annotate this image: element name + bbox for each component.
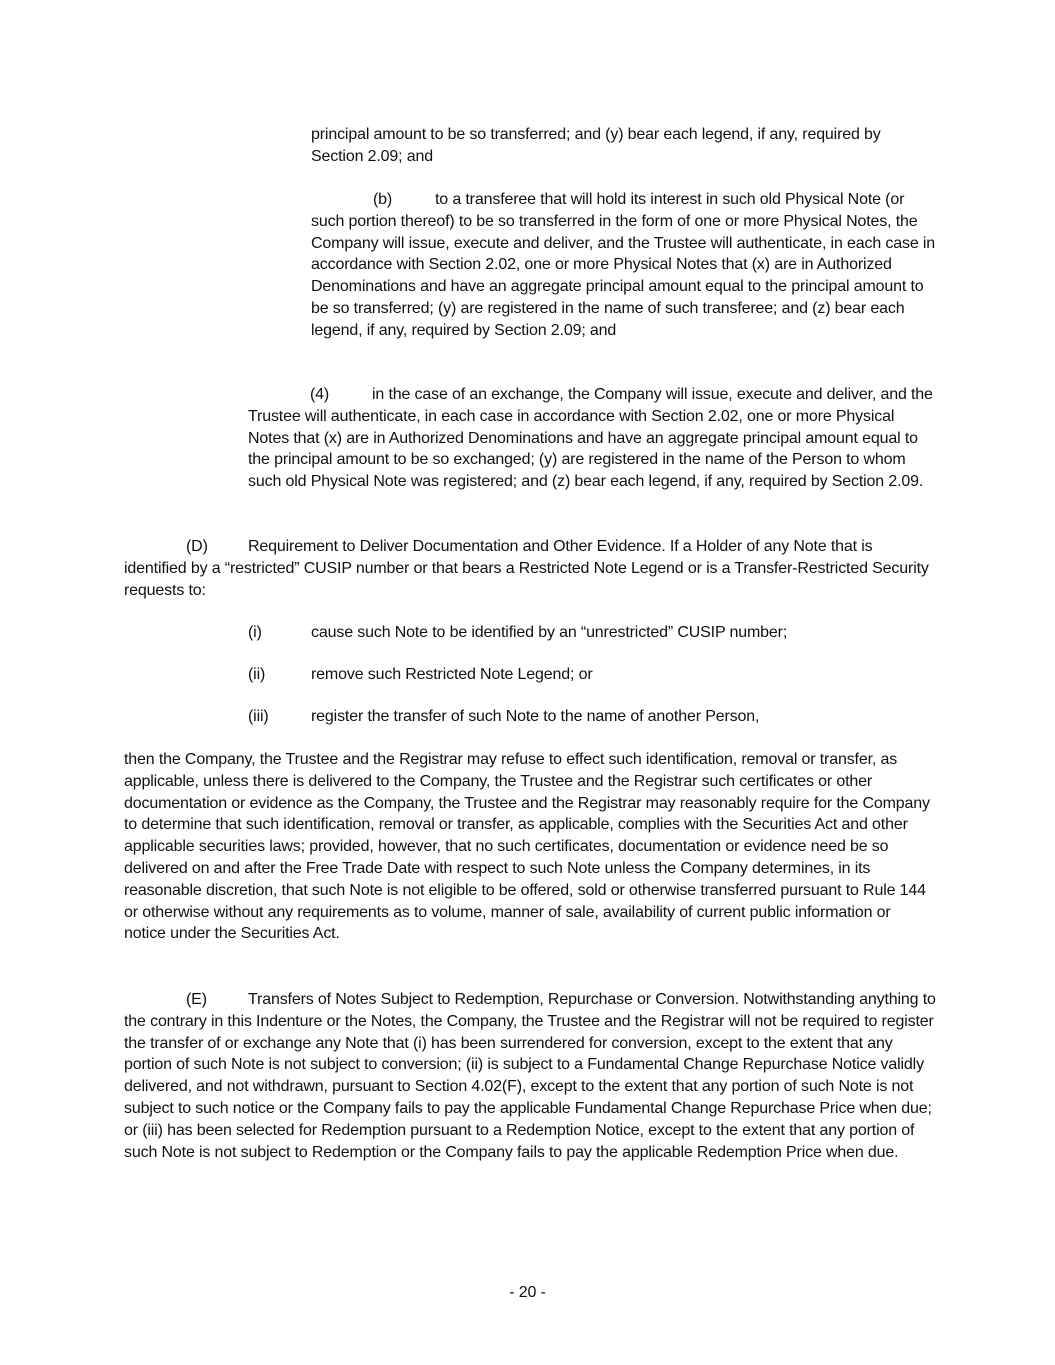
page-number: - 20 -	[509, 1284, 546, 1301]
paragraph-then: then the Company, the Trustee and the Registrar may refuse to effect such identification, removal or transfer, as applicable, unless there is delivered to the Company, the Trustee and the Registrar such certificates or other documentation or evidence as the Company, the Trustee and the Registrar may reasonably require for the Company to determine that such identification, removal or transfer, as applicable, complies with the Securities Act and other applicable securities laws; provided, however, that no such certificates, documentation or evidence need be so delivered on and after the Free Trade Date with respect to such Note unless the Company determines, in its reasonable discretion, that such Note is not eligible to be offered, sold or otherwise transferred pursuant to Rule 144 or otherwise without any requirements as to volume, manner of sale, availability of current public information or notice under the Securities Act.	[124, 751, 930, 943]
paragraph-4-text: in the case of an exchange, the Company will issue, execute and deliver, and the Trustee will authenticate, in each case in accordance with Section 2.02, one or more Physical Notes that (x) are in Authorized Denominations and have an aggregate principal amount equal to the principal amount to be so exchanged; (y) are registered in the name of the Person to whom such old Physical Note was registered; and (z) bear each legend, if any, required by Section 2.09.	[248, 386, 933, 491]
paragraph-e-label: (E)	[186, 991, 207, 1008]
paragraph-d-label: (D)	[186, 538, 208, 555]
paragraph-continuation: principal amount to be so transferred; and (y) bear each legend, if any, required by Section 2.09; and	[311, 126, 881, 165]
list-item-number: (ii)	[248, 666, 266, 683]
list-item-text: register the transfer of such Note to the name of another Person,	[311, 708, 760, 725]
paragraph-4	[248, 384, 936, 493]
list-item-number: (i)	[248, 624, 262, 641]
paragraph-d-text: Requirement to Deliver Documentation and Other Evidence. If a Holder of any Note that is identified by a “restricted” CUSIP number or that bears a Restricted Note Legend or is a Transfer-Restricted Security requests to:	[124, 538, 929, 599]
list-item-text: cause such Note to be identified by an “unrestricted” CUSIP number;	[311, 624, 788, 641]
paragraph-b-label: (b)	[373, 191, 393, 208]
paragraph-e-text: Transfers of Notes Subject to Redemption, Repurchase or Conversion. Notwithstanding anything to the contrary in this Indenture or the Notes, the Company, the Trustee and the Registrar will not be required to register the transfer of or exchange any Note that (i) has been surrendered for conversion, except to the extent that any portion of such Note is not subject to conversion; (ii) is subject to a Fundamental Change Repurchase Notice validly delivered, and not withdrawn, pursuant to Section 4.02(F), except to the extent that any portion of such Note is not subject to such notice or the Company fails to pay the applicable Fundamental Change Repurchase Price when due; or (iii) has been selected for Redemption pursuant to a Redemption Notice, except to the extent that any portion of such Note is not subject to Redemption or the Company fails to pay the applicable Redemption Price when due.	[124, 991, 936, 1161]
list-item-text: remove such Restricted Note Legend; or	[311, 666, 593, 683]
paragraph-b-text: to a transferee that will hold its interest in such old Physical Note (or such portion thereof) to be so transferred in the form of one or more Physical Notes, the Company will issue, execute and deliver, and the Trustee will authenticate, in each case in accordance with Section 2.02, one or more Physical Notes that (x) are in Authorized Denominations and have an aggregate principal amount equal to the principal amount to be so transferred; (y) are registered in the name of such transferee; and (z) bear each legend, if any, required by Section 2.09; and	[311, 191, 936, 339]
paragraph-d	[124, 536, 936, 601]
list-item-number: (iii)	[248, 708, 269, 725]
paragraph-e	[124, 989, 936, 1163]
paragraph-b	[311, 189, 936, 342]
paragraph-4-label: (4)	[310, 386, 330, 403]
